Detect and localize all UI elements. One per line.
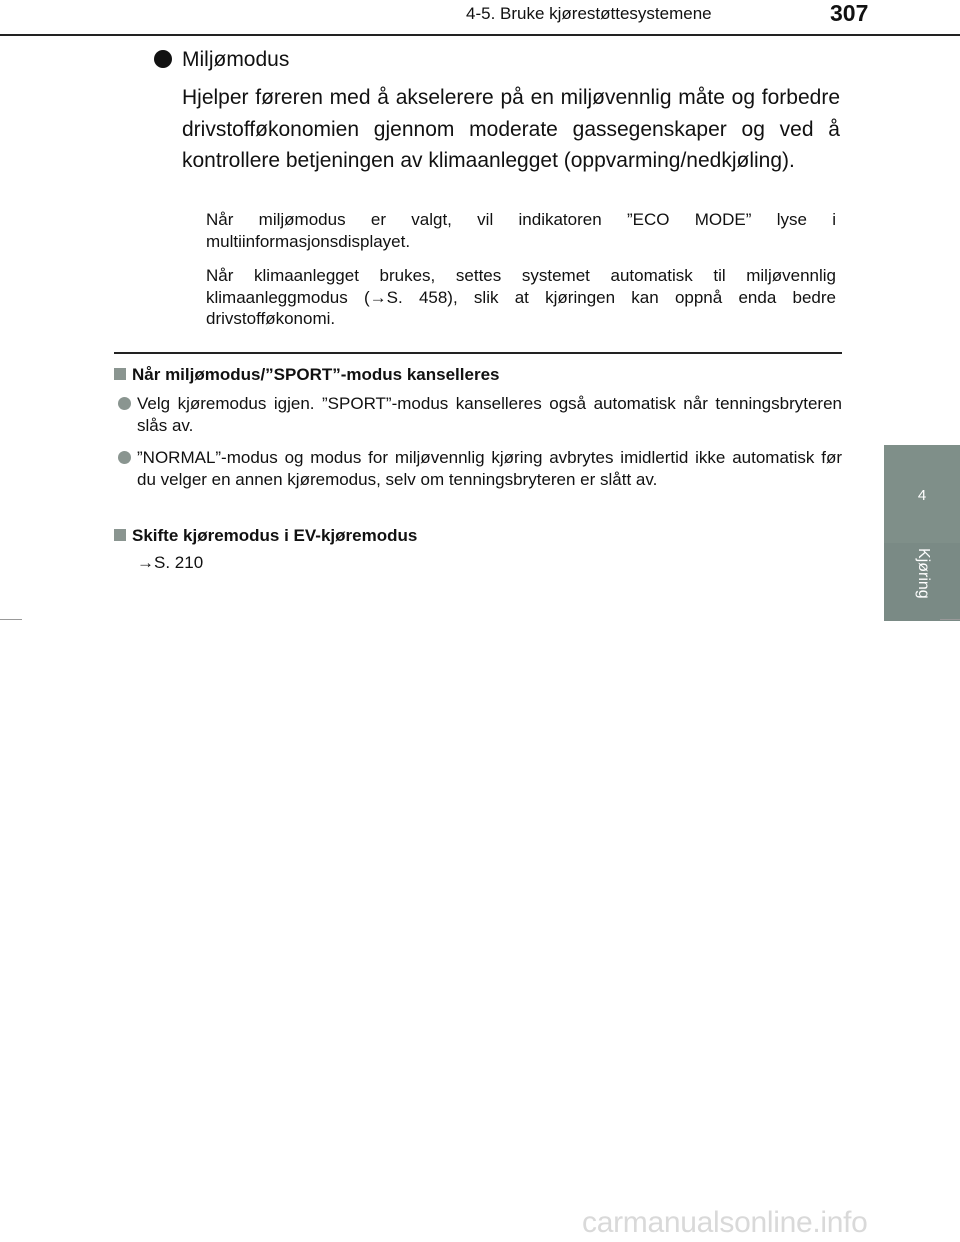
list-item-text: ”NORMAL”-modus og modus for miljøvennlig kjøring avbrytes imidlertid ikke automatisk før du velger en annen kjøremodus, selv om tenningsbryteren er slått av. (137, 448, 842, 489)
section-heading-cancel (114, 365, 499, 385)
section-heading-ev (114, 526, 417, 546)
section-title: 4-5. Bruke kjørestøttesystemene (466, 4, 712, 23)
section-divider (114, 352, 842, 354)
header-divider (0, 34, 960, 36)
section-heading-text: Skifte kjøremodus i EV-kjøremodus (132, 526, 418, 545)
mode-title (154, 48, 289, 72)
mode-description: Hjelper føreren med å akselerere på en miljøvennlig måte og forbedre drivstofføkonomien gjennom moderate gassegenskaper og ved å kontrollere betjeningen av klimaanlegget (oppvarming/nedkjøling). (182, 86, 840, 172)
list-item (137, 447, 842, 491)
mode-note-1: Når miljømodus er valgt, vil indikatoren ”ECO MODE” lyse i multiinformasjonsdisplayet. (206, 210, 836, 251)
crop-mark-right (940, 619, 960, 620)
mode-title-text: Miljømodus (182, 48, 290, 71)
chapter-label: Kjøring (915, 548, 932, 599)
mode-note-2: Når klimaanlegget brukes, settes systemet automatisk til miljøvennlig klimaanleggmodus (→S. 458), slik at kjøringen kan oppnå enda bedre drivstofføkonomi. (206, 266, 836, 328)
page-reference: →S. 210 (137, 553, 204, 572)
bullet-icon (154, 50, 172, 68)
crop-mark-left (0, 619, 22, 620)
circle-bullet-icon (118, 397, 131, 410)
chapter-number: 4 (917, 487, 927, 504)
chapter-label-wrap (912, 548, 932, 618)
list-item-text: Velg kjøremodus igjen. ”SPORT”-modus kanselleres også automatisk når tenningsbryteren slås av. (137, 394, 842, 435)
circle-bullet-icon (118, 451, 131, 464)
list-item (137, 393, 842, 437)
square-bullet-icon (114, 529, 126, 541)
section-heading-text: Når miljømodus/”SPORT”-modus kanselleres (132, 365, 500, 384)
page-number: 307 (830, 0, 869, 26)
square-bullet-icon (114, 368, 126, 380)
watermark: carmanualsonline.info (582, 1206, 868, 1239)
